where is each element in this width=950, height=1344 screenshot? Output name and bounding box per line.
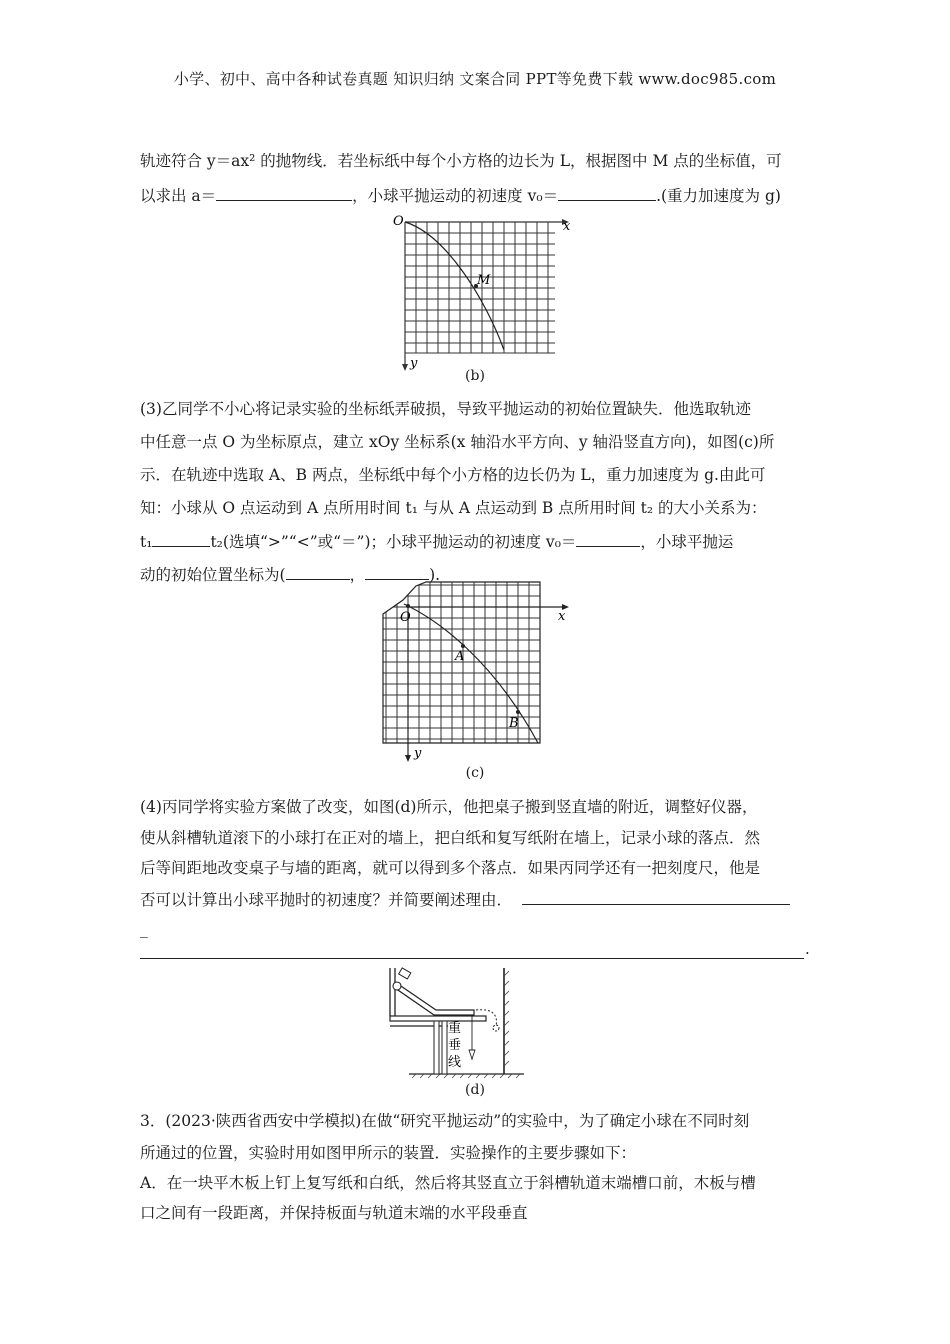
q3-line-5b: t₂(选填“>”“<”或“＝”)；小球平抛运动的初速度 v₀＝ (210, 533, 577, 551)
ball-landing (493, 1025, 499, 1031)
figure-c (378, 580, 578, 766)
q3-line-6a: 动的初始位置坐标为( (140, 566, 286, 584)
q3-line-6b: ， (349, 566, 366, 584)
q3-line-5a: t₁ (140, 533, 153, 551)
origin-label-b: O (393, 214, 404, 229)
plumb-label-1: 重 (448, 1021, 462, 1036)
answer-blank-reason-1[interactable] (522, 888, 790, 905)
stop-block (399, 968, 411, 979)
origin-label-c: O (400, 610, 411, 625)
p2-line-2a: 以求出 a＝ (140, 187, 217, 205)
plumb-label-2: 垂 (448, 1038, 462, 1053)
answer-blank-y0[interactable] (365, 563, 429, 580)
caption-c: (c) (465, 765, 485, 781)
caption-b: (b) (465, 368, 485, 384)
q4-line-3: 后等间距地改变桌子与墙的距离，就可以得到多个落点．如果丙同学还有一把刻度尺，他是 (140, 859, 761, 877)
q3-line-1: (3)乙同学不小心将记录实验的坐标纸弄破损，导致平抛运动的初始位置缺失．他选取轨迹 (140, 400, 751, 418)
q5-line-3: A．在一块平木板上钉上复写纸和白纸，然后将其竖直立于斜槽轨道末端槽口前，木板与槽 (140, 1174, 756, 1192)
q5-line-4: 口之间有一段距离，并保持板面与轨道末端的水平段垂直 (140, 1204, 528, 1222)
q3-line-4: 知：小球从 O 点运动到 A 点所用时间 t₁ 与从 A 点运动到 B 点所用时间 t₂ 的大小关系为： (140, 499, 767, 517)
x-axis-label-b: x (563, 219, 571, 234)
q5-source: (2023·陕西省西安中学模拟) (165, 1112, 362, 1130)
point-o-dot (406, 604, 410, 608)
p2-line-2c: .(重力加速度为 g) (656, 187, 781, 205)
figure-b (390, 208, 580, 380)
q4-end-period: . (805, 940, 810, 958)
q3-line-6c: ). (429, 566, 441, 584)
answer-blank-v0[interactable] (558, 184, 656, 201)
plumb-bob (469, 1050, 475, 1059)
q4-line-1: (4)丙同学将实验方案做了改变，如图(d)所示，他把桌子搬到竖直墙的附近，调整好仪器， (140, 798, 758, 816)
x-axis-label-c: x (558, 609, 566, 624)
point-a-dot (461, 644, 465, 648)
point-b-dot (516, 710, 520, 714)
q3-line-5 (140, 530, 812, 553)
table-leg-2 (442, 1021, 447, 1074)
figure-d (376, 966, 526, 1084)
q3-line-2: 中任意一点 O 为坐标原点，建立 xOy 坐标系(x 轴沿水平方向、y 轴沿竖直方向)，如图(c)所 (140, 433, 775, 451)
point-a-label: A (455, 649, 465, 664)
q4-line-4 (140, 888, 812, 911)
answer-blank-reason-2[interactable] (140, 945, 804, 959)
chute-track (395, 982, 474, 1015)
p2-line-1: 轨迹符合 y＝ax² 的抛物线．若坐标纸中每个小方格的边长为 L，根据图中 M 点的坐标值，可 (140, 152, 782, 170)
answer-blank-a[interactable] (216, 184, 352, 201)
q3-line-3: 示．在轨迹中选取 A、B 两点，坐标纸中每个小方格的边长仍为 L，重力加速度为 g.由此可 (140, 466, 766, 484)
table-leg-1 (434, 1021, 439, 1074)
q4-line-4-text: 否可以计算出小球平抛时的初速度？并简要阐述理由． (140, 891, 513, 909)
answer-blank-compare[interactable] (152, 530, 210, 547)
answer-blank-v0-c[interactable] (576, 530, 640, 547)
ball-on-track (393, 982, 401, 990)
y-axis-label-c: y (414, 746, 422, 761)
p2-line-2 (140, 184, 812, 207)
q5-line-2: 所通过的位置，实验时用如图甲所示的装置．实验操作的主要步骤如下： (140, 1144, 637, 1162)
y-axis-label-b: y (410, 356, 418, 371)
q3-line-5c: ，小球平抛运 (640, 533, 734, 551)
caption-d: (d) (465, 1082, 485, 1098)
q5-number: 3． (140, 1112, 166, 1130)
p2-line-2b: ，小球平抛运动的初速度 v₀＝ (352, 187, 559, 205)
q5-line-1-text: 在做“研究平抛运动”的实验中，为了确定小球在不同时刻 (361, 1112, 750, 1130)
q4-line-2: 使从斜槽轨道滚下的小球打在正对的墙上，把白纸和复写纸附在墙上，记录小球的落点．然 (140, 829, 761, 847)
q5-line-1 (140, 1110, 812, 1132)
point-b-label: B (509, 716, 519, 731)
q4-dash: _ (140, 920, 148, 938)
plumb-label-3: 线 (448, 1055, 462, 1070)
point-m-label: M (477, 273, 491, 288)
page-header: 小学、初中、高中各种试卷真题 知识归纳 文案合同 PPT等免费下载 www.doc985.com (173, 70, 777, 88)
answer-blank-x0[interactable] (286, 563, 350, 580)
